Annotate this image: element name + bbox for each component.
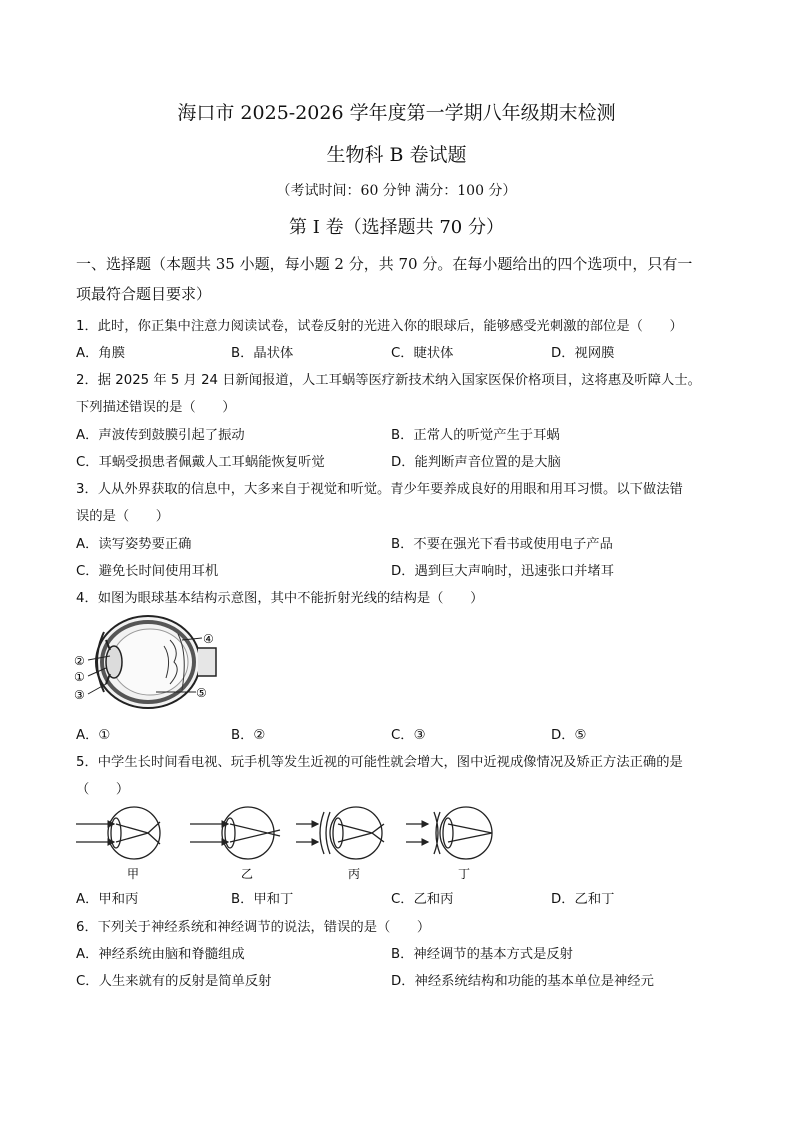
question-6-option-c[interactable]: C．人生来就有的反射是简单反射 — [76, 974, 272, 989]
eye-label-2: ② — [74, 654, 85, 668]
question-1-option-a[interactable]: A．角膜 — [76, 346, 125, 361]
question-4-option-d[interactable]: D．⑤ — [551, 728, 587, 743]
question-2-stem-line1: 2．据 2025 年 5 月 24 日新闻报道，人工耳蜗等医疗新技术纳入国家医保价格项目，这将惠及听障人士。 — [76, 373, 701, 388]
question-5-option-d[interactable]: D．乙和丁 — [551, 892, 615, 907]
lens-label-bing: 丙 — [348, 867, 361, 881]
question-3-option-c[interactable]: C．避免长时间使用耳机 — [76, 564, 219, 579]
question-4-option-a[interactable]: A．① — [76, 728, 111, 743]
question-6-option-d[interactable]: D．神经系统结构和功能的基本单位是神经元 — [391, 974, 654, 989]
lens-figure-jia — [76, 807, 160, 859]
question-5-option-c[interactable]: C．乙和丙 — [391, 892, 454, 907]
exam-title: 海口市 2025-2026 学年度第一学期八年级期末检测 — [177, 102, 616, 124]
question-4-option-b[interactable]: B．② — [231, 728, 266, 743]
lens-figure-ding — [406, 807, 492, 859]
lens-label-jia: 甲 — [127, 867, 140, 881]
eye-label-5: ⑤ — [196, 686, 207, 700]
lens-figure-bing — [296, 807, 384, 859]
question-1-option-b[interactable]: B．晶状体 — [231, 346, 294, 361]
question-5-option-b[interactable]: B．甲和丁 — [231, 892, 294, 907]
question-1-stem: 1．此时，你正集中注意力阅读试卷，试卷反射的光进入你的眼球后，能够感受光刺激的部位是（ ） — [76, 319, 683, 334]
instructions-line1: 一、选择题（本题共 35 小题，每小题 2 分，共 70 分。在每小题给出的四个选项中，只有一 — [76, 255, 693, 273]
lens-label-yi: 乙 — [241, 867, 254, 881]
question-5-stem-line1: 5．中学生长时间看电视、玩手机等发生近视的可能性就会增大，图中近视成像情况及矫正方法正确的是 — [76, 755, 683, 770]
question-5-option-a[interactable]: A．甲和丙 — [76, 892, 139, 907]
question-1-option-d[interactable]: D．视网膜 — [551, 346, 615, 361]
question-4-stem: 4．如图为眼球基本结构示意图，其中不能折射光线的结构是（ ） — [76, 591, 484, 606]
lens-label-ding: 丁 — [458, 867, 471, 881]
question-2-option-d[interactable]: D．能判断声音位置的是大脑 — [391, 455, 561, 470]
question-2-option-a[interactable]: A．声波传到鼓膜引起了振动 — [76, 428, 245, 443]
eye-structure-diagram — [70, 610, 230, 718]
instructions-line2: 项最符合题目要求） — [76, 285, 212, 303]
question-2-option-b[interactable]: B．正常人的听觉产生于耳蜗 — [391, 428, 560, 443]
question-3-stem-line1: 3．人从外界获取的信息中，大多来自于视觉和听觉。青少年要养成良好的用眼和用耳习惯。以下做法错 — [76, 482, 683, 497]
eye-label-4: ④ — [203, 632, 214, 646]
question-4-option-c[interactable]: C．③ — [391, 728, 426, 743]
question-2-option-c[interactable]: C．耳蜗受损患者佩戴人工耳蜗能恢复听觉 — [76, 455, 325, 470]
myopia-correction-diagram — [72, 806, 502, 882]
eye-label-3: ③ — [74, 688, 85, 702]
question-6-option-a[interactable]: A．神经系统由脑和脊髓组成 — [76, 947, 245, 962]
lens-figure-yi — [190, 807, 280, 859]
exam-subtitle: 生物科 B 卷试题 — [326, 144, 467, 166]
question-3-option-d[interactable]: D．遇到巨大声响时，迅速张口并堵耳 — [391, 564, 614, 579]
question-6-stem: 6．下列关于神经系统和神经调节的说法，错误的是（ ） — [76, 920, 431, 935]
question-2-stem-line2: 下列描述错误的是（ ） — [76, 400, 236, 415]
exam-time-info: （考试时间：60 分钟 满分：100 分） — [276, 183, 517, 199]
question-3-stem-line2: 误的是（ ） — [76, 509, 170, 524]
question-5-stem-line2: （ ） — [76, 782, 130, 797]
question-3-option-a[interactable]: A．读写姿势要正确 — [76, 537, 192, 552]
question-6-option-b[interactable]: B．神经调节的基本方式是反射 — [391, 947, 573, 962]
question-3-option-b[interactable]: B．不要在强光下看书或使用电子产品 — [391, 537, 613, 552]
question-1-option-c[interactable]: C．睫状体 — [391, 346, 454, 361]
eye-label-1: ① — [74, 670, 85, 684]
section-title: 第 I 卷（选择题共 70 分） — [289, 217, 504, 238]
